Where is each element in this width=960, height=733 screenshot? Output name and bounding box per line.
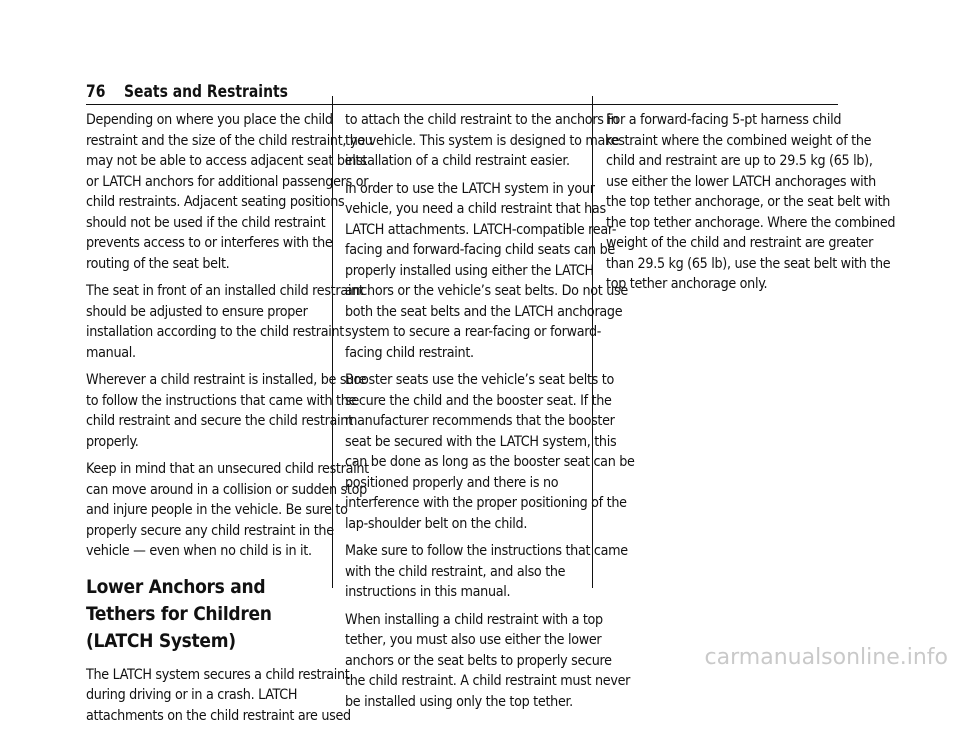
page-header <box>86 80 838 105</box>
section-heading: Lower Anchors and Tethers for Children (LATCH System) <box>86 575 272 652</box>
text-column-1 <box>86 110 376 733</box>
body-paragraph: to attach the child restraint to the anchors in the vehicle. This system is designed to make installation of a child restraint easier. <box>345 112 620 169</box>
body-paragraph: Booster seats use the vehicle’s seat belts to secure the child and the booster seat. If the manufacturer recommends that the booster seat be secured with the LATCH system, this can be done as long as the booster seat can be positioned properly and there is no interference with the proper positioning of the lap-shoulder belt on the child. <box>345 372 635 532</box>
body-paragraph: Make sure to follow the instructions that came with the child restraint, and also the instructions in this manual. <box>345 543 628 600</box>
body-paragraph: For a forward-facing 5-pt harness child restraint where the combined weight of the child and restraint are up to 29.5 kg (65 lb), use either the lower LATCH anchorages with the top tether anchorage, or the seat belt with the top tether anchorage. Where the combined weight of the child and restraint are greater than 29.5 kg (65 lb), use the seat belt with the top tether anchorage only. <box>606 112 896 292</box>
page-number: 76 <box>86 82 106 102</box>
text-column-2 <box>345 110 635 719</box>
body-paragraph: The LATCH system secures a child restraint during driving or in a crash. LATCH attachments on the child restraint are used <box>86 666 351 724</box>
section-title: Seats and Restraints <box>124 82 288 102</box>
body-paragraph: Depending on where you place the child restraint and the size of the child restraint, you may not be able to access adjacent seat belts or LATCH anchors for additional passengers or child restraints. Adjacent seating positions should not be used if the child restraint prevents access to or interferes with the routing of the seat belt. <box>86 112 373 272</box>
body-paragraph: Wherever a child restraint is installed, be sure to follow the instructions that came with the child restraint and secure the child restraint properly. <box>86 372 367 450</box>
body-paragraph: The seat in front of an installed child restraint should be adjusted to ensure proper installation according to the child restraint manual. <box>86 283 364 361</box>
body-paragraph: In order to use the LATCH system in your vehicle, you need a child restraint that has LATCH attachments. LATCH-compatible rear-facing and forward-facing child seats can be properly installed using either the LATCH anchors or the vehicle’s seat belts. Do not use both the seat belts and the LATCH anchorage system to secure a rear-facing or forward-facing child restraint. <box>345 180 628 361</box>
watermark: carmanualsonline.info <box>704 645 948 670</box>
text-column-3 <box>606 110 896 302</box>
body-paragraph: When installing a child restraint with a top tether, you must also use either the lower anchors or the seat belts to properly secure the child restraint. A child restraint must never be installed using only the top tether. <box>345 611 631 710</box>
body-paragraph: Keep in mind that an unsecured child restraint can move around in a collision or sudden stop and injure people in the vehicle. Be sure to properly secure any child restraint in the vehicle — even when no child is in it. <box>86 461 369 559</box>
